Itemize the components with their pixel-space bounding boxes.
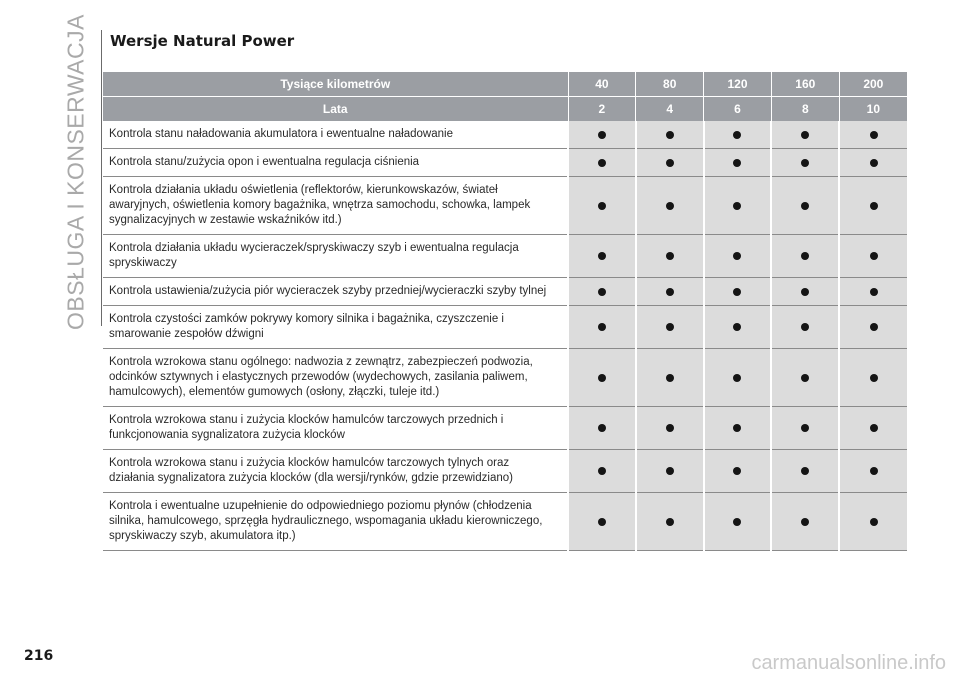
table-row	[103, 349, 907, 407]
check-dot-icon	[666, 159, 674, 167]
interval-cell	[636, 407, 704, 450]
check-dot-icon	[666, 131, 674, 139]
km-interval-cell: 200	[839, 72, 907, 97]
table-row	[103, 177, 907, 235]
interval-cell	[636, 235, 704, 278]
check-dot-icon	[733, 374, 741, 382]
interval-cell	[636, 493, 704, 551]
km-header-label: Tysiące kilometrów	[103, 72, 568, 97]
km-interval-cell: 40	[568, 72, 636, 97]
interval-cell	[839, 177, 907, 235]
check-dot-icon	[598, 252, 606, 260]
table-row	[103, 278, 907, 306]
check-dot-icon	[598, 424, 606, 432]
interval-cell	[704, 121, 772, 149]
interval-cell	[568, 349, 636, 407]
check-dot-icon	[666, 467, 674, 475]
check-dot-icon	[598, 323, 606, 331]
check-dot-icon	[598, 467, 606, 475]
check-dot-icon	[801, 374, 809, 382]
interval-cell	[568, 235, 636, 278]
interval-cell	[771, 407, 839, 450]
interval-cell	[771, 177, 839, 235]
section-side-label: OBSŁUGA I KONSERWACJA	[62, 14, 89, 330]
interval-cell	[839, 306, 907, 349]
check-dot-icon	[870, 323, 878, 331]
check-dot-icon	[598, 202, 606, 210]
interval-cell	[771, 149, 839, 177]
page-number: 216	[24, 648, 54, 664]
check-dot-icon	[801, 467, 809, 475]
check-dot-icon	[870, 252, 878, 260]
interval-cell	[839, 493, 907, 551]
interval-cell	[771, 493, 839, 551]
interval-cell	[704, 278, 772, 306]
interval-cell	[568, 177, 636, 235]
check-dot-icon	[870, 159, 878, 167]
check-dot-icon	[666, 323, 674, 331]
check-dot-icon	[733, 288, 741, 296]
year-interval-cell: 6	[704, 97, 772, 122]
interval-cell	[568, 493, 636, 551]
check-dot-icon	[870, 518, 878, 526]
check-dot-icon	[598, 518, 606, 526]
check-dot-icon	[733, 518, 741, 526]
section-divider	[101, 30, 102, 326]
interval-cell	[704, 149, 772, 177]
interval-cell	[704, 493, 772, 551]
check-dot-icon	[801, 424, 809, 432]
check-dot-icon	[801, 288, 809, 296]
km-interval-cell: 80	[636, 72, 704, 97]
years-header-row	[103, 97, 907, 122]
page-title: Wersje Natural Power	[110, 32, 295, 50]
interval-cell	[704, 349, 772, 407]
check-dot-icon	[870, 374, 878, 382]
table-row	[103, 450, 907, 493]
service-item-description: Kontrola stanu naładowania akumulatora i ewentualne naładowanie	[103, 121, 568, 149]
check-dot-icon	[870, 424, 878, 432]
km-interval-cell: 160	[771, 72, 839, 97]
table-row	[103, 306, 907, 349]
interval-cell	[568, 121, 636, 149]
years-header-label: Lata	[103, 97, 568, 122]
interval-cell	[839, 278, 907, 306]
interval-cell	[636, 278, 704, 306]
interval-cell	[636, 149, 704, 177]
check-dot-icon	[598, 159, 606, 167]
check-dot-icon	[666, 288, 674, 296]
check-dot-icon	[733, 323, 741, 331]
interval-cell	[771, 349, 839, 407]
watermark: carmanualsonline.info	[751, 652, 946, 674]
check-dot-icon	[666, 374, 674, 382]
interval-cell	[568, 306, 636, 349]
check-dot-icon	[870, 202, 878, 210]
check-dot-icon	[666, 252, 674, 260]
interval-cell	[636, 349, 704, 407]
interval-cell	[636, 121, 704, 149]
interval-cell	[704, 306, 772, 349]
interval-cell	[771, 306, 839, 349]
check-dot-icon	[801, 202, 809, 210]
service-item-description: Kontrola wzrokowa stanu ogólnego: nadwozia z zewnątrz, zabezpieczeń podwozia, odcinków sztywnych i elastycznych przewodów (wydechowych, zasilania paliwem, hamulcowych), elementów gumowych (osłony, złączki, tuleje itd.)	[103, 349, 568, 407]
table-row	[103, 407, 907, 450]
check-dot-icon	[733, 131, 741, 139]
check-dot-icon	[733, 424, 741, 432]
check-dot-icon	[801, 518, 809, 526]
check-dot-icon	[598, 374, 606, 382]
table-row	[103, 493, 907, 551]
check-dot-icon	[801, 323, 809, 331]
table-row	[103, 235, 907, 278]
year-interval-cell: 8	[771, 97, 839, 122]
interval-cell	[568, 278, 636, 306]
interval-cell	[771, 235, 839, 278]
km-interval-cell: 120	[704, 72, 772, 97]
check-dot-icon	[801, 252, 809, 260]
check-dot-icon	[666, 202, 674, 210]
check-dot-icon	[666, 518, 674, 526]
service-item-description: Kontrola działania układu wycieraczek/spryskiwaczy szyb i ewentualna regulacja spryskiwaczy	[103, 235, 568, 278]
interval-cell	[704, 450, 772, 493]
interval-cell	[839, 121, 907, 149]
check-dot-icon	[870, 131, 878, 139]
interval-cell	[771, 278, 839, 306]
km-header-row	[103, 72, 907, 97]
table-row	[103, 121, 907, 149]
interval-cell	[568, 450, 636, 493]
year-interval-cell: 10	[839, 97, 907, 122]
service-item-description: Kontrola wzrokowa stanu i zużycia klocków hamulców tarczowych tylnych oraz działania sygnalizatora zużycia klocków (dla wersji/rynków, gdzie przewidziano)	[103, 450, 568, 493]
interval-cell	[839, 235, 907, 278]
interval-cell	[704, 235, 772, 278]
service-item-description: Kontrola czystości zamków pokrywy komory silnika i bagażnika, czyszczenie i smarowanie zespołów dźwigni	[103, 306, 568, 349]
table-row	[103, 149, 907, 177]
interval-cell	[839, 407, 907, 450]
interval-cell	[839, 349, 907, 407]
interval-cell	[839, 450, 907, 493]
service-item-description: Kontrola wzrokowa stanu i zużycia klocków hamulców tarczowych przednich i funkcjonowania sygnalizatora zużycia klocków	[103, 407, 568, 450]
check-dot-icon	[666, 424, 674, 432]
check-dot-icon	[598, 131, 606, 139]
maintenance-schedule-table	[103, 72, 907, 551]
year-interval-cell: 2	[568, 97, 636, 122]
year-interval-cell: 4	[636, 97, 704, 122]
check-dot-icon	[801, 159, 809, 167]
check-dot-icon	[733, 467, 741, 475]
interval-cell	[771, 450, 839, 493]
check-dot-icon	[733, 252, 741, 260]
check-dot-icon	[801, 131, 809, 139]
service-item-description: Kontrola stanu/zużycia opon i ewentualna regulacja ciśnienia	[103, 149, 568, 177]
service-item-description: Kontrola i ewentualne uzupełnienie do odpowiedniego poziomu płynów (chłodzenia silnika, hamulcowego, sprzęgła hydraulicznego, wspomagania układu kierowniczego, spryskiwaczy szyb, akumulatora itp.)	[103, 493, 568, 551]
interval-cell	[636, 306, 704, 349]
check-dot-icon	[870, 288, 878, 296]
check-dot-icon	[870, 467, 878, 475]
service-item-description: Kontrola ustawienia/zużycia piór wycieraczek szyby przedniej/wycieraczki szyby tylnej	[103, 278, 568, 306]
interval-cell	[568, 149, 636, 177]
interval-cell	[771, 121, 839, 149]
interval-cell	[839, 149, 907, 177]
interval-cell	[636, 450, 704, 493]
service-item-description: Kontrola działania układu oświetlenia (reflektorów, kierunkowskazów, świateł awaryjnych, oświetlenia komory bagażnika, wnętrza samochodu, schowka, lampek sygnalizacyjnych w zestawie wskaźników itd.)	[103, 177, 568, 235]
interval-cell	[704, 177, 772, 235]
check-dot-icon	[733, 202, 741, 210]
interval-cell	[704, 407, 772, 450]
interval-cell	[568, 407, 636, 450]
interval-cell	[636, 177, 704, 235]
check-dot-icon	[733, 159, 741, 167]
schedule-rows	[103, 121, 907, 551]
check-dot-icon	[598, 288, 606, 296]
